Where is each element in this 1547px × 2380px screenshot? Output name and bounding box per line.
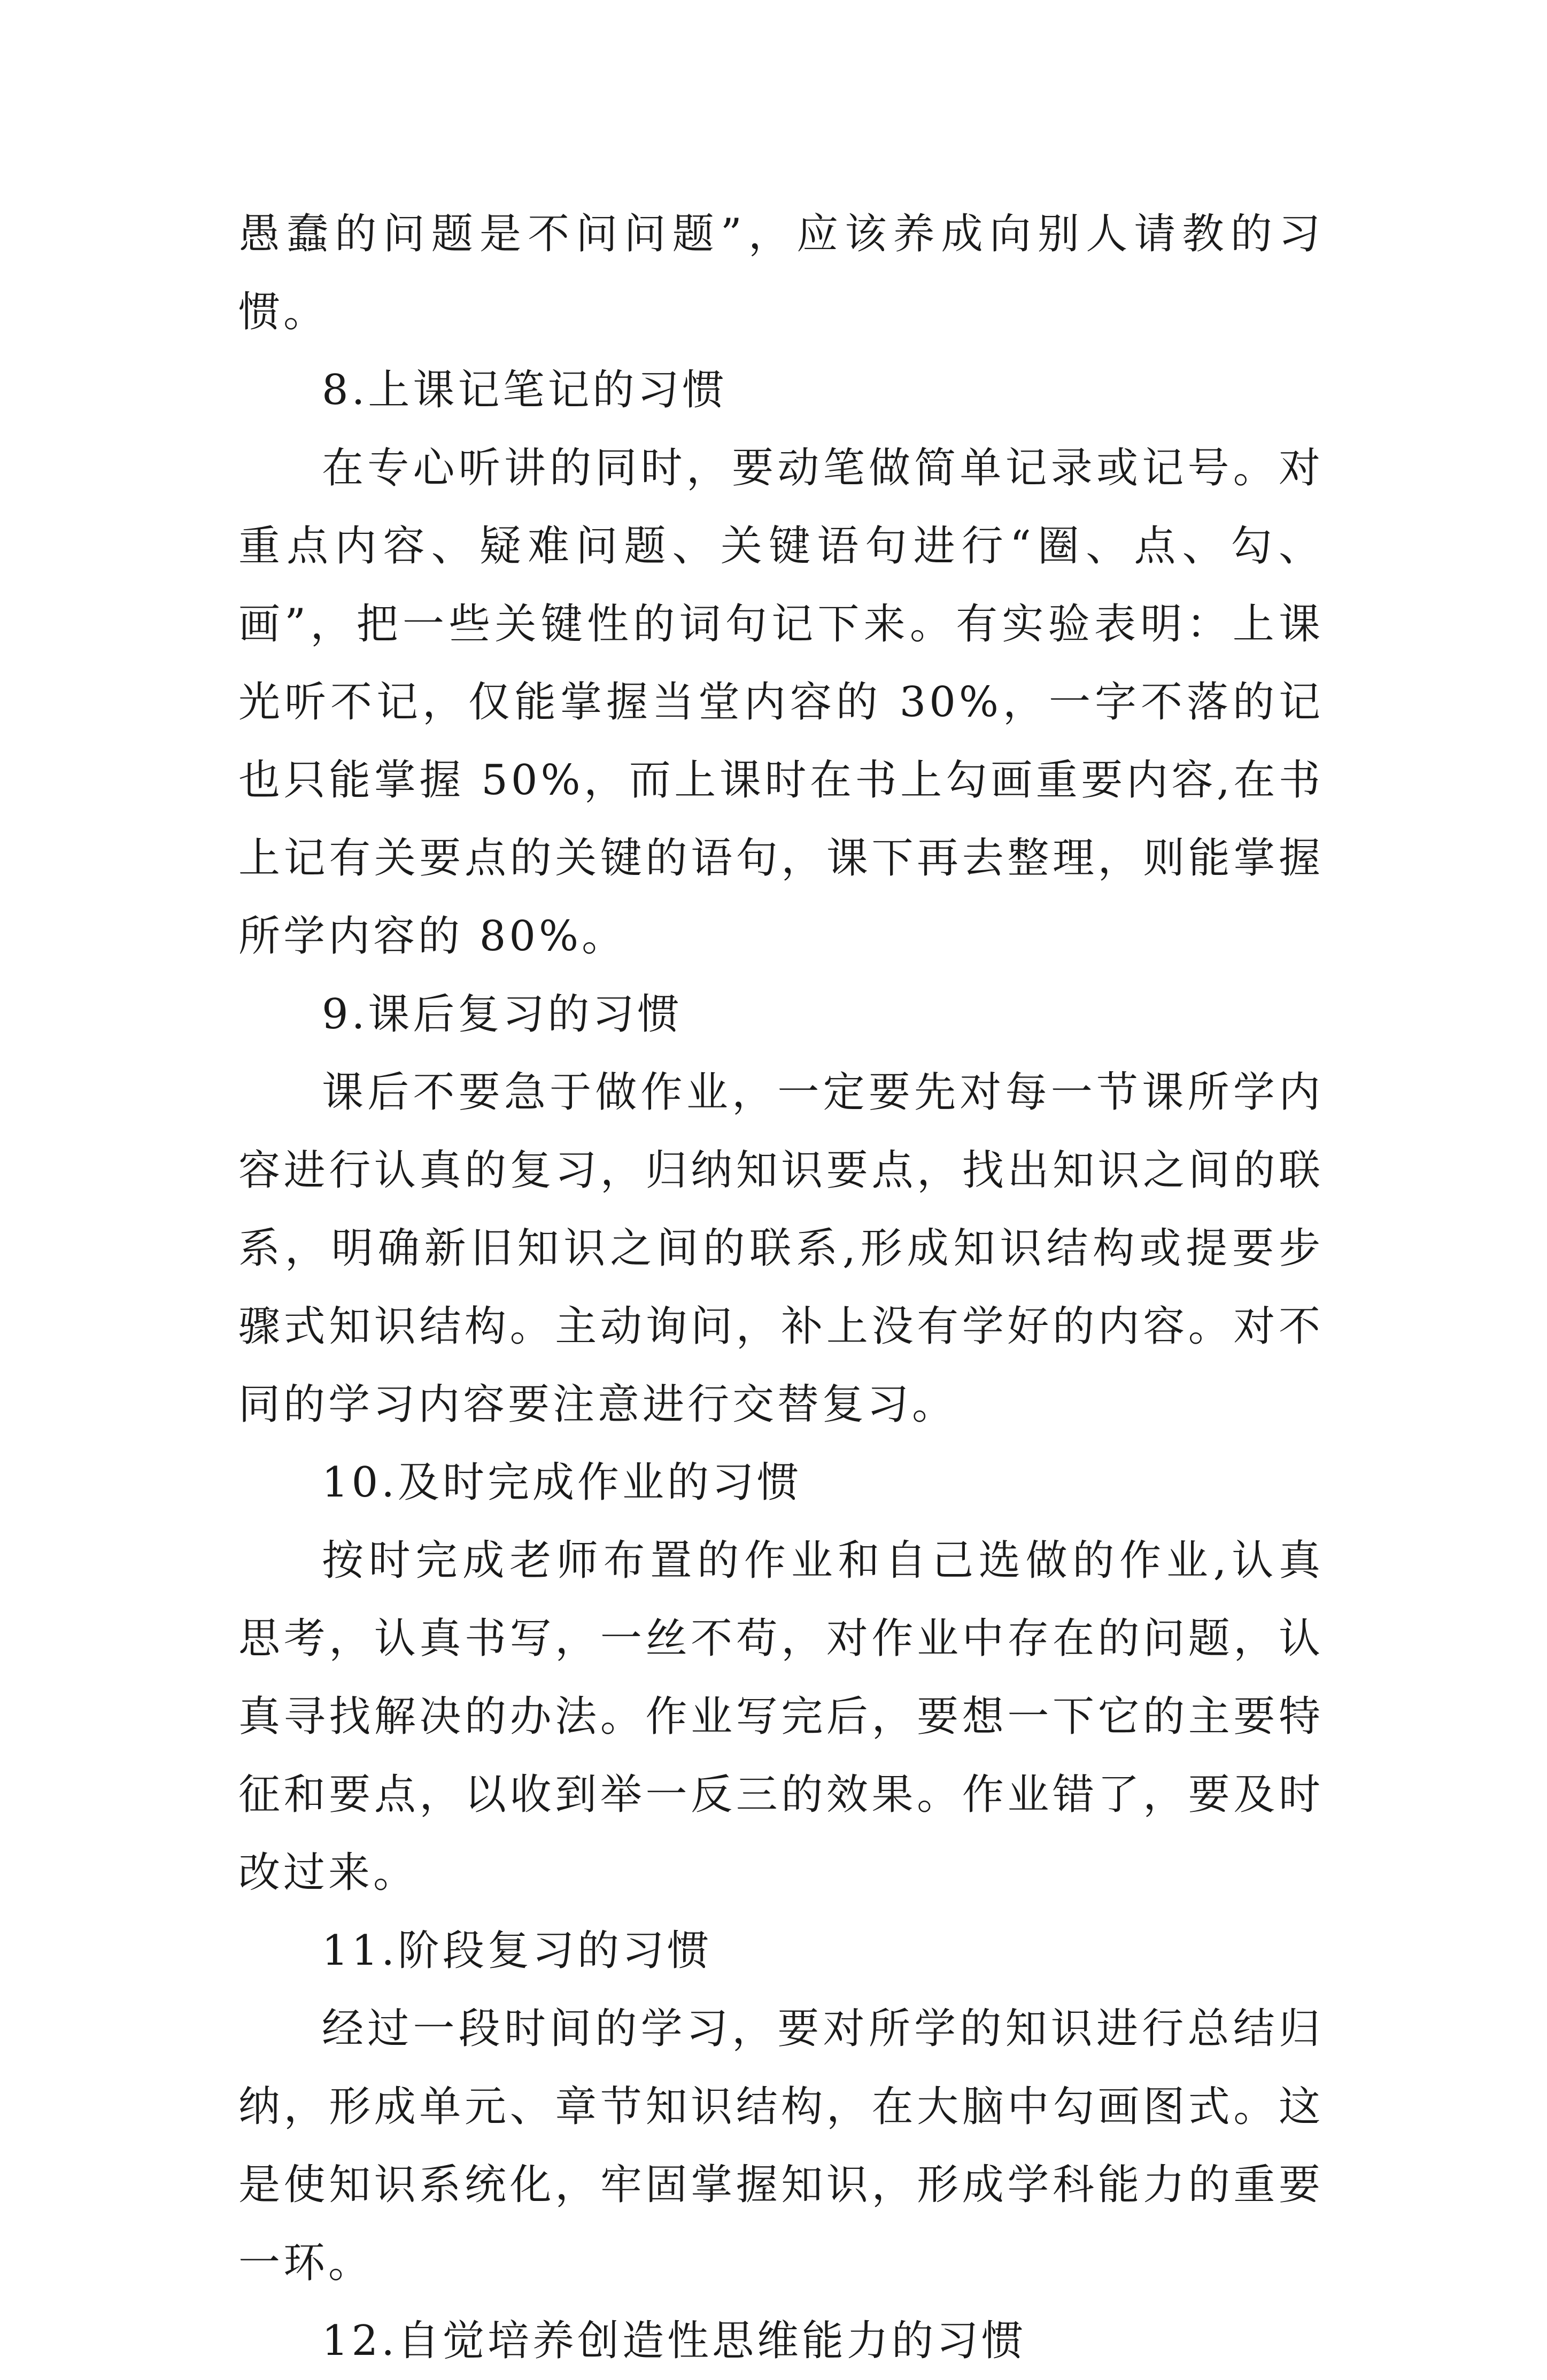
paragraph-note-taking: 在专心听讲的同时，要动笔做简单记录或记号。对重点内容、疑难问题、关键语句进行“圈、点、勾、画”，把一些关键性的词句记下来。有实验表明：上课光听不记，仅能掌握当堂内容的 30%，一字不落的记也只能掌握 50%，而上课时在书上勾画重要内容,在书上记有关要点的关键的语句，课下再去整理，则能掌握所学内容的 80%。 [238,444,1324,960]
section-heading-12: 12.自觉培养创造性思维能力的习惯 [322,2317,1027,2365]
paragraph-stage-review: 经过一段时间的学习，要对所学的知识进行总结归纳，形成单元、章节知识结构，在大脑中勾画图式。这是使知识系统化，牢固掌握知识，形成学科能力的重要一环。 [238,2005,1324,2287]
paragraph-continuation: 愚蠢的问题是不问问题”，应该养成向别人请教的习惯。 [238,210,1324,336]
paragraph-homework: 按时完成老师布置的作业和自己选做的作业,认真思考，认真书写，一丝不苟，对作业中存在的问题，认真寻找解决的办法。作业写完后，要想一下它的主要特征和要点，以收到举一反三的效果。作业错了，要及时改过来。 [238,1537,1324,1897]
section-heading-10: 10.及时完成作业的习惯 [322,1459,802,1507]
section-heading-11: 11.阶段复习的习惯 [322,1927,713,1975]
document-page [238,195,1324,2380]
section-heading-9: 9.课后复习的习惯 [322,990,683,1038]
paragraph-review-after-class: 课后不要急于做作业，一定要先对每一节课所学内容进行认真的复习，归纳知识要点，找出知识之间的联系，明确新旧知识之间的联系,形成知识结构或提要步骤式知识结构。主动询问，补上没有学好的内容。对不同的学习内容要注意进行交替复习。 [238,1068,1324,1429]
section-heading-8: 8.上课记笔记的习惯 [322,366,728,414]
